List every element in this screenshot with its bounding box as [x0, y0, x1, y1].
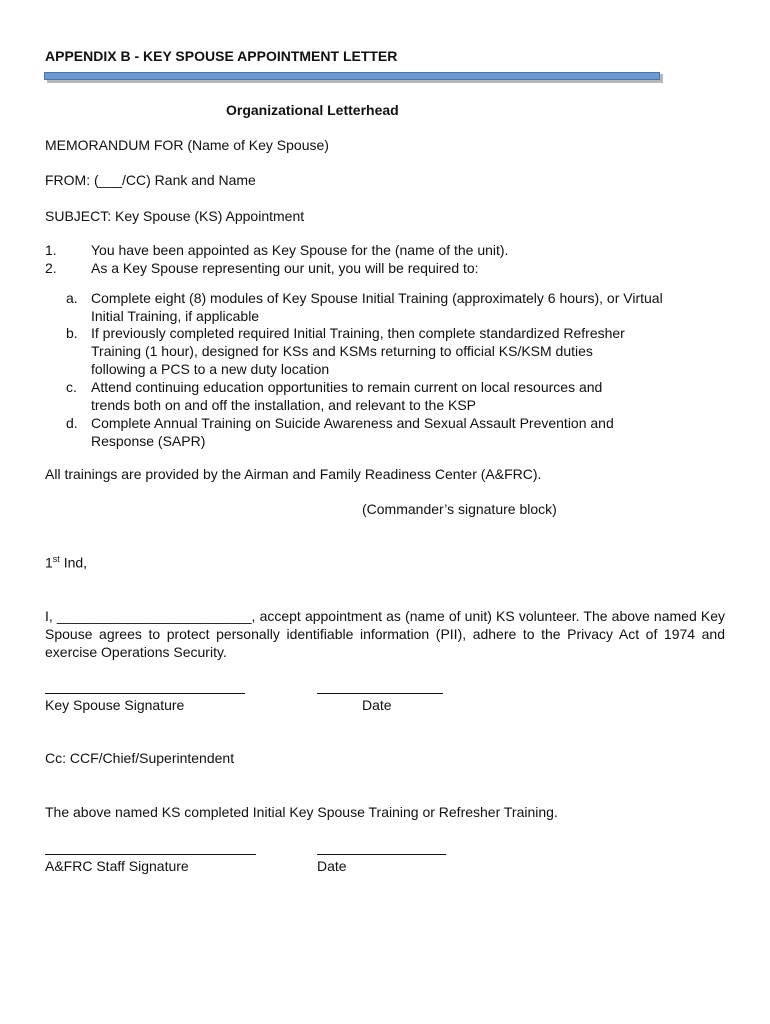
- acceptance-paragraph: I, _________________________, accept appointment as (name of unit) KS volunteer. The above named Key Spouse agrees to protect personally identifiable information (PII), adhere to the Privacy Act of 1974 and exercise Operations Security.: [45, 608, 725, 660]
- requirement-line: Complete eight (8) modules of Key Spouse Initial Training (approximately 6 hours), or Virtual: [91, 290, 663, 306]
- requirement-letter: d.: [66, 415, 78, 431]
- subject-line: SUBJECT: Key Spouse (KS) Appointment: [45, 208, 305, 224]
- requirement-line: Complete Annual Training on Suicide Awareness and Sexual Assault Prevention and: [91, 415, 614, 431]
- requirement-letter: c.: [66, 379, 77, 395]
- indorsement-line: 1st Ind,: [45, 554, 88, 571]
- item-text: You have been appointed as Key Spouse for the (name of the unit).: [91, 242, 509, 258]
- date-label: Date: [362, 697, 392, 713]
- cc-line: Cc: CCF/Chief/Superintendent: [45, 750, 235, 766]
- ks-signature-line[interactable]: [45, 693, 245, 694]
- requirement-line: Response (SAPR): [91, 433, 206, 449]
- requirement-line: Training (1 hour), designed for KSs and KSMs returning to official KS/KSM duties: [91, 343, 593, 359]
- staff-signature-label: A&FRC Staff Signature: [45, 858, 189, 874]
- staff-date-line[interactable]: [317, 854, 446, 855]
- requirement-letter: b.: [66, 325, 78, 341]
- requirement-letter: a.: [66, 290, 78, 306]
- item-number: 2.: [45, 260, 57, 276]
- requirement-line: If previously completed required Initial Training, then complete standardized Refresher: [91, 325, 625, 341]
- requirement-line: Attend continuing education opportunities to remain current on local resources and: [91, 379, 603, 395]
- staff-signature-line[interactable]: [45, 854, 256, 855]
- letterhead-label: Organizational Letterhead: [226, 102, 399, 118]
- document-title: APPENDIX B - KEY SPOUSE APPOINTMENT LETTER: [45, 48, 398, 64]
- requirement-line: trends both on and off the installation, and relevant to the KSP: [91, 397, 477, 413]
- header-rule: [44, 72, 663, 84]
- ks-signature-label: Key Spouse Signature: [45, 697, 185, 713]
- trainings-note: All trainings are provided by the Airman and Family Readiness Center (A&FRC).: [45, 466, 542, 482]
- requirement-line: Initial Training, if applicable: [91, 308, 260, 324]
- from-line: FROM: (___/CC) Rank and Name: [45, 172, 256, 188]
- completion-note: The above named KS completed Initial Key Spouse Training or Refresher Training.: [45, 804, 558, 820]
- commander-signature-block: (Commander’s signature block): [362, 501, 557, 517]
- item-text: As a Key Spouse representing our unit, you will be required to:: [91, 260, 479, 276]
- item-number: 1.: [45, 242, 57, 258]
- memo-for-line: MEMORANDUM FOR (Name of Key Spouse): [45, 137, 329, 153]
- requirement-line: following a PCS to a new duty location: [91, 361, 330, 377]
- date-label: Date: [317, 858, 347, 874]
- ks-date-line[interactable]: [317, 693, 443, 694]
